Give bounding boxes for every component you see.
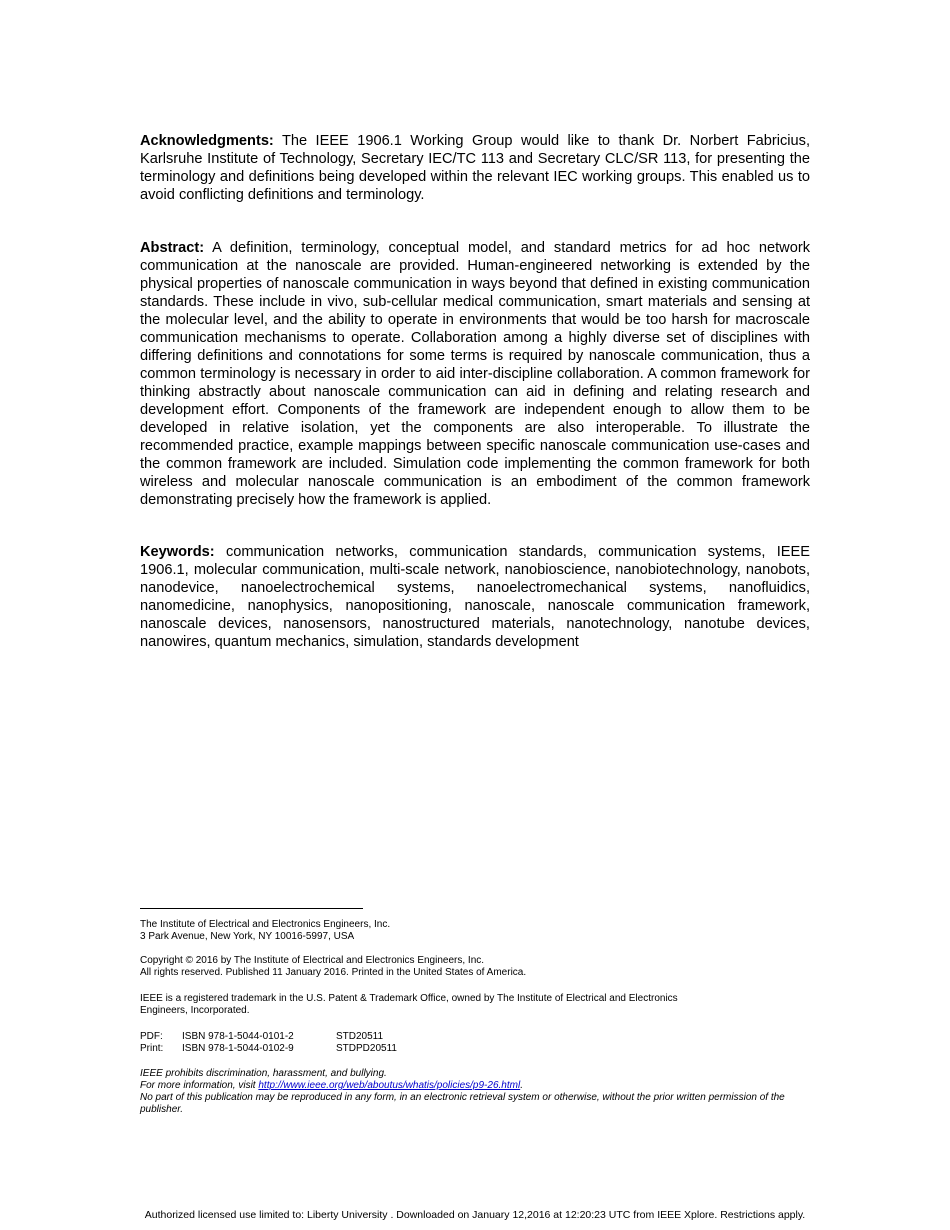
- policy-suffix: .: [520, 1080, 523, 1091]
- trademark-line-1: IEEE is a registered trademark in the U.S. Patent & Trademark Office, owned by The Institute of Electrical and Electronics: [140, 993, 678, 1004]
- keywords-heading: Keywords:: [140, 544, 215, 560]
- license-notice: Authorized licensed use limited to: Liberty University . Downloaded on January 12,2016 at 12:20:23 UTC from IEEE Xplore. Restrictions apply.: [144, 1209, 806, 1221]
- keywords-text: communication networks, communication standards, communication systems, IEEE 1906.1, molecular communication, multi-scale network, nanobioscience, nanobiotechnology, nanobots, nanodevice, nanoelectrochemical systems, nanoelectromechanical systems, nanofluidics, nanomedicine, nanophysics, nanopositioning, nanoscale, nanoscale communication framework, nanoscale devices, nanosensors, nanostructured materials, nanotechnology, nanotube devices, nanowires, quantum mechanics, simulation, standards development: [140, 544, 810, 650]
- policy-prefix: For more information, visit: [140, 1080, 259, 1091]
- isbn-number: ISBN 978-1-5044-0101-2: [182, 1031, 294, 1042]
- policy-notice: [140, 1068, 812, 1116]
- copyright-line: Copyright © 2016 by The Institute of Electrical and Electronics Engineers, Inc.: [140, 955, 485, 966]
- policy-link[interactable]: http://www.ieee.org/web/aboutus/whatis/policies/p9-26.html: [258, 1080, 521, 1091]
- abstract-heading: Abstract:: [140, 240, 205, 256]
- publisher-address: [140, 919, 812, 943]
- isbn-format: PDF:: [140, 1031, 163, 1042]
- rights-line: All rights reserved. Published 11 January 2016. Printed in the United States of America.: [140, 967, 527, 978]
- acknowledgments-heading: Acknowledgments:: [140, 133, 274, 149]
- copyright-notice: [140, 955, 812, 979]
- isbn-number: ISBN 978-1-5044-0102-9: [182, 1043, 294, 1054]
- isbn-row: [140, 1043, 812, 1055]
- abstract-text: A definition, terminology, conceptual model, and standard metrics for ad hoc network communication at the nanoscale are provided. Human-engineered networking is extended by the physical properties of nanoscale communication in ways beyond that defined in existing communication standards. These include in vivo, sub-cellular medical communication, smart materials and sensing at the molecular level, and the ability to operate in environments that would be too harsh for macroscale communication mechanisms to operate. Collaboration among a highly diverse set of disciplines with differing definitions and connotations for some terms is required by nanoscale communication, thus a common terminology is necessary in order to aid inter-discipline collaboration. A common framework for thinking abstractly about nanoscale communication can aid in defining and relating research and development effort. Components of the framework are independent enough to allow them to be developed in relative isolation, yet the components are also interoperable. To illustrate the recommended practice, example mappings between specific nanoscale communication use-cases and the common framework are included. Simulation code implementing the common framework for both wireless and molecular nanoscale communication is an embodiment of the common framework demonstrating precisely how the framework is applied.: [140, 240, 810, 508]
- abstract-paragraph: [140, 239, 810, 509]
- trademark-notice: [140, 993, 812, 1017]
- footnote-divider: [140, 908, 363, 909]
- isbn-table: [140, 1031, 812, 1055]
- policy-line-2: [140, 1080, 812, 1092]
- isbn-format: Print:: [140, 1043, 164, 1054]
- policy-line-3: No part of this publication may be reproduced in any form, in an electronic retrieval system or otherwise, without the prior written permission of the publisher.: [140, 1092, 785, 1115]
- policy-line-1: IEEE prohibits discrimination, harassment, and bullying.: [140, 1068, 387, 1079]
- trademark-line-2: Engineers, Incorporated.: [140, 1005, 250, 1016]
- publisher-street: 3 Park Avenue, New York, NY 10016-5997, USA: [140, 931, 355, 942]
- acknowledgments-text: The IEEE 1906.1 Working Group would like to thank Dr. Norbert Fabricius, Karlsruhe Institute of Technology, Secretary IEC/TC 113 and Secretary CLC/SR 113, for presenting the terminology and definitions being developed within the relevant IEC working groups. This enabled us to avoid conflicting definitions and terminology.: [140, 133, 810, 203]
- isbn-row: [140, 1031, 812, 1043]
- isbn-code: STDPD20511: [336, 1043, 397, 1054]
- acknowledgments-paragraph: [140, 132, 810, 204]
- isbn-code: STD20511: [336, 1031, 384, 1042]
- keywords-paragraph: [140, 543, 810, 651]
- publisher-name: The Institute of Electrical and Electronics Engineers, Inc.: [140, 919, 391, 930]
